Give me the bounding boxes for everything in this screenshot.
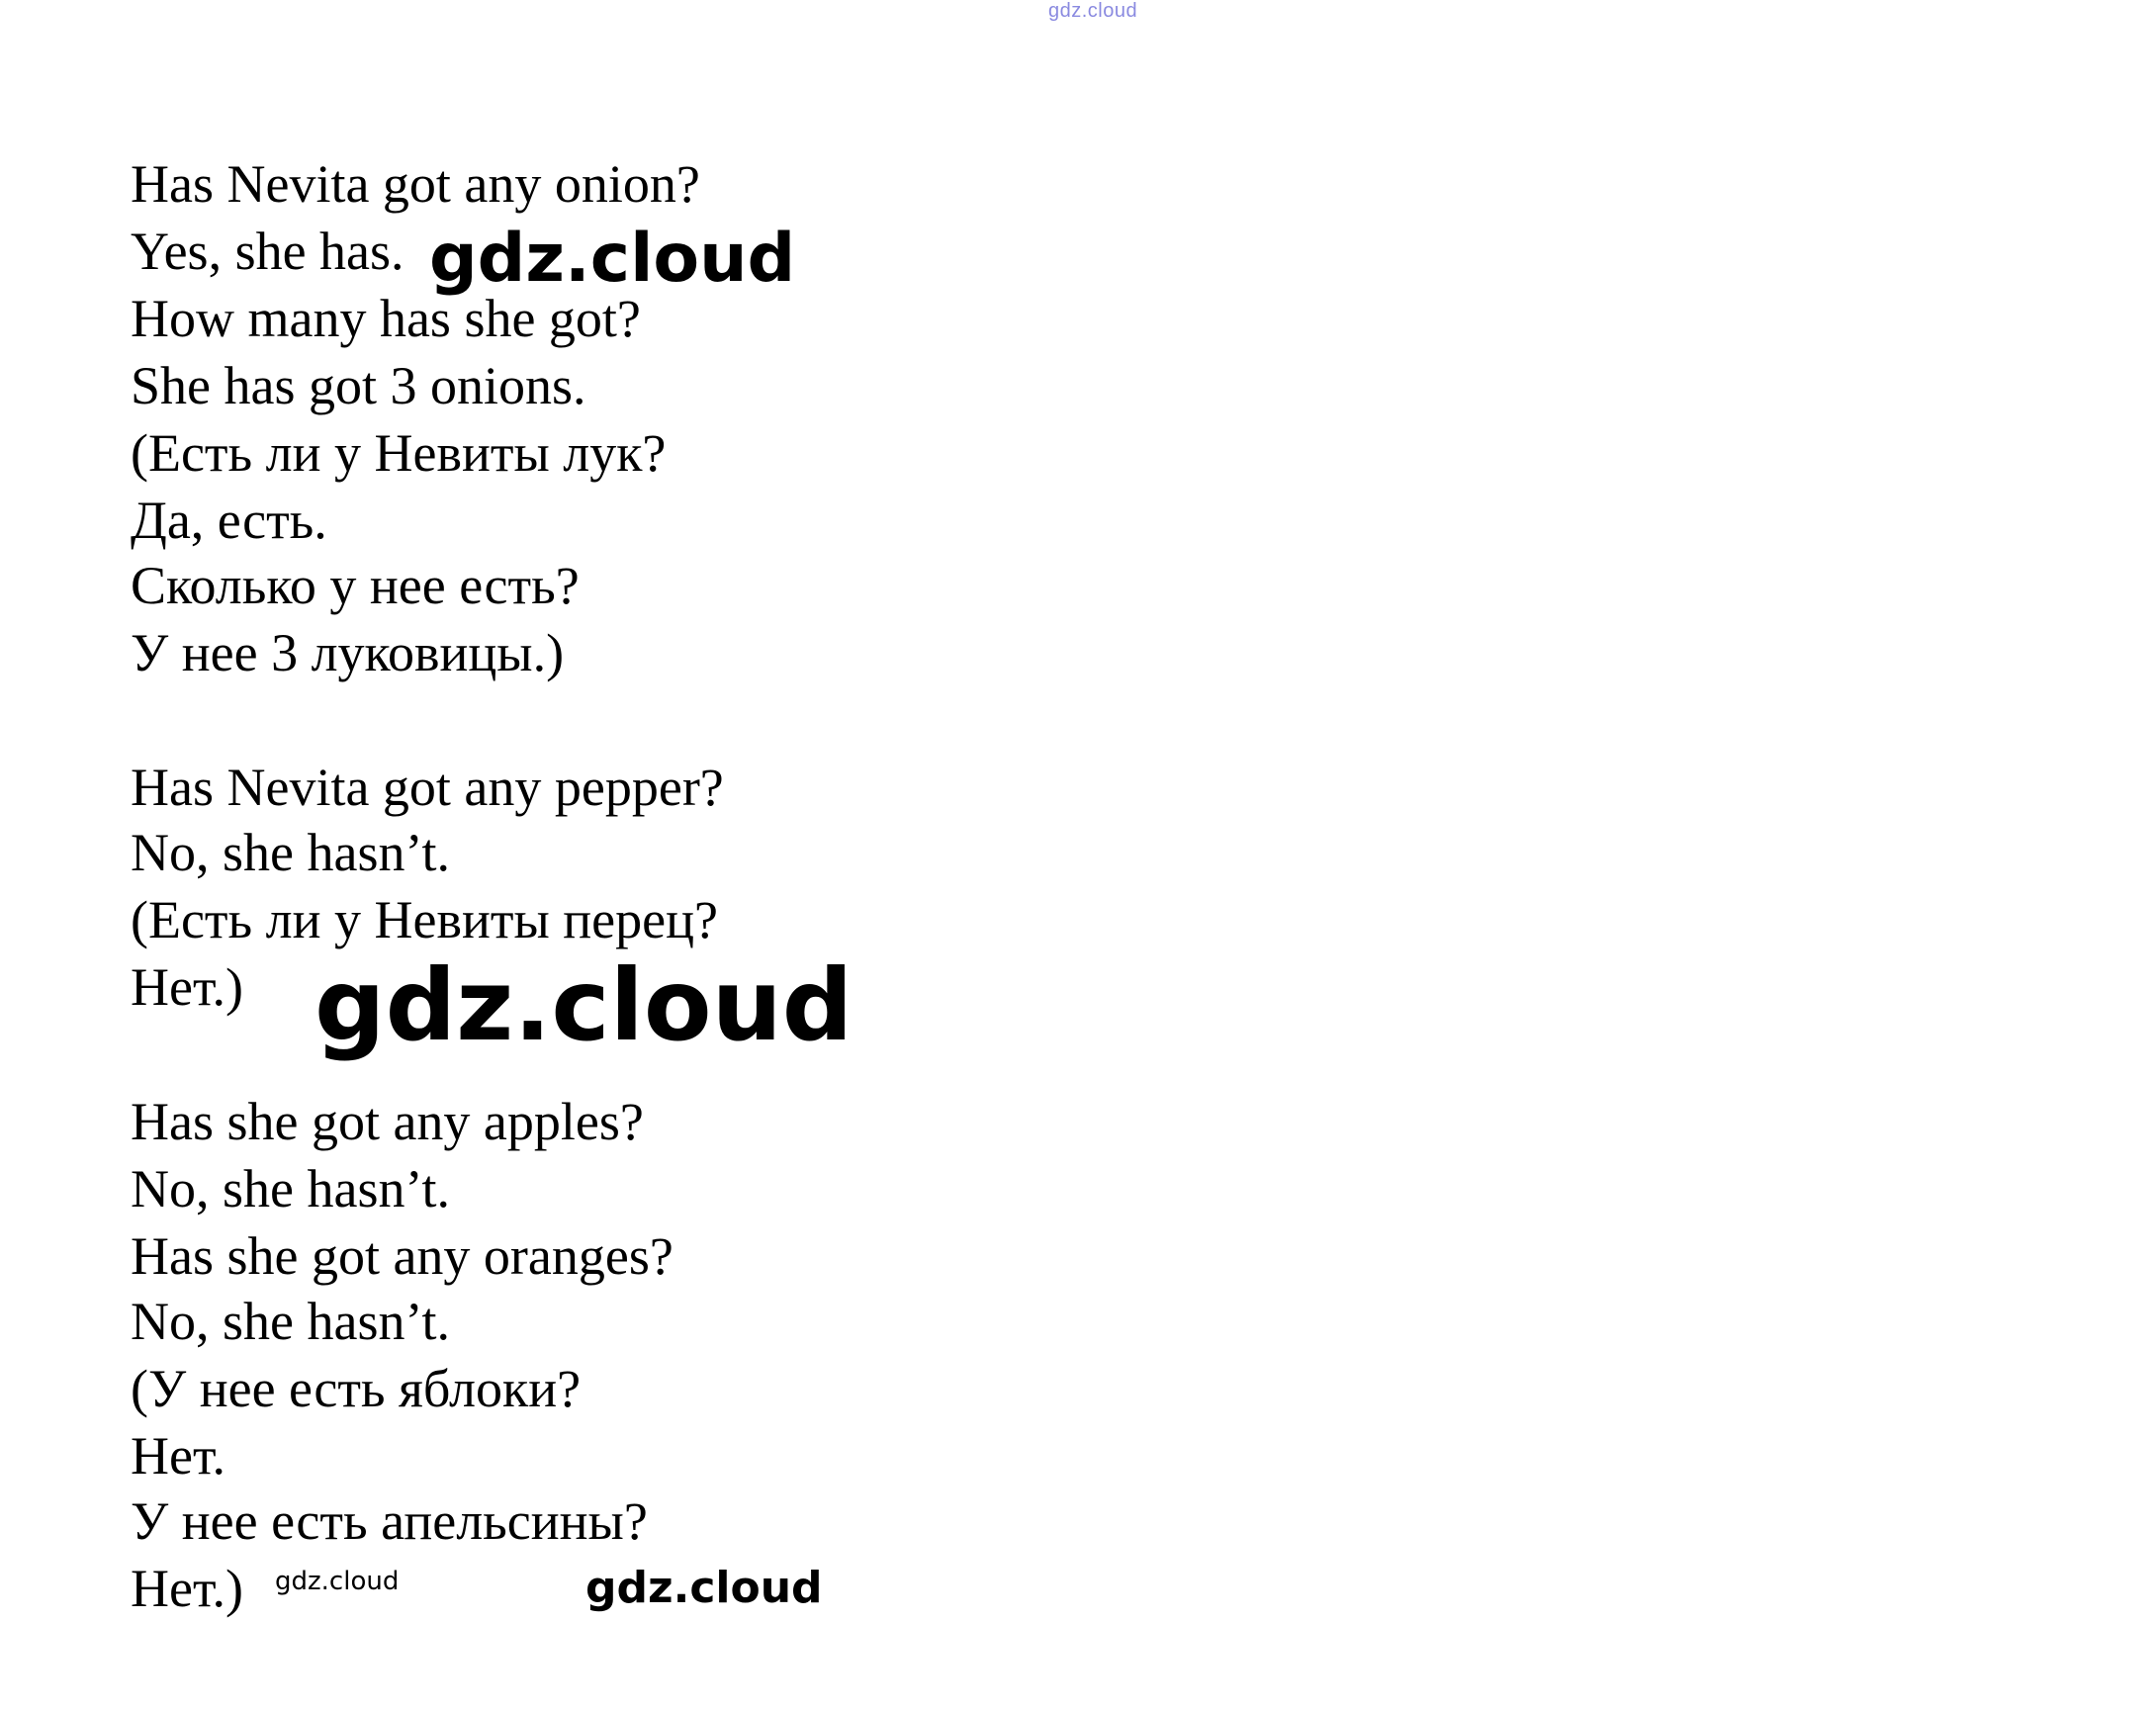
text-line: (У нее есть яблоки? <box>131 1359 582 1418</box>
text-line: У нее 3 луковицы.) <box>131 623 565 682</box>
watermark: gdz.cloud <box>275 1567 400 1596</box>
text-line: Нет.) <box>131 1559 243 1618</box>
text-line: No, she hasn’t. <box>131 823 450 882</box>
text-line: У нее есть апельсины? <box>131 1491 648 1551</box>
text-line: Да, есть. <box>131 491 327 550</box>
text-line: No, she hasn’t. <box>131 1159 450 1218</box>
watermark: gdz.cloud <box>585 1563 823 1613</box>
text-line: (Есть ли у Невиты перец? <box>131 890 718 949</box>
text-line: (Есть ли у Невиты лук? <box>131 423 667 483</box>
text-line: Has she got any oranges? <box>131 1226 674 1286</box>
text-line: Нет. <box>131 1426 226 1486</box>
watermark: gdz.cloud <box>429 220 796 298</box>
text-line: Has Nevita got any onion? <box>131 154 700 214</box>
text-line: Сколько у нее есть? <box>131 556 580 615</box>
watermark: gdz.cloud <box>314 947 853 1063</box>
text-line: How many has she got? <box>131 289 641 348</box>
text-line: No, she hasn’t. <box>131 1292 450 1351</box>
text-line: She has got 3 onions. <box>131 356 586 415</box>
text-line: Yes, she has. <box>131 222 404 281</box>
text-line: Нет.) <box>131 957 243 1017</box>
top-watermark: gdz.cloud <box>1048 0 1138 22</box>
text-line: Has Nevita got any pepper? <box>131 758 724 817</box>
text-line: Has she got any apples? <box>131 1092 644 1151</box>
